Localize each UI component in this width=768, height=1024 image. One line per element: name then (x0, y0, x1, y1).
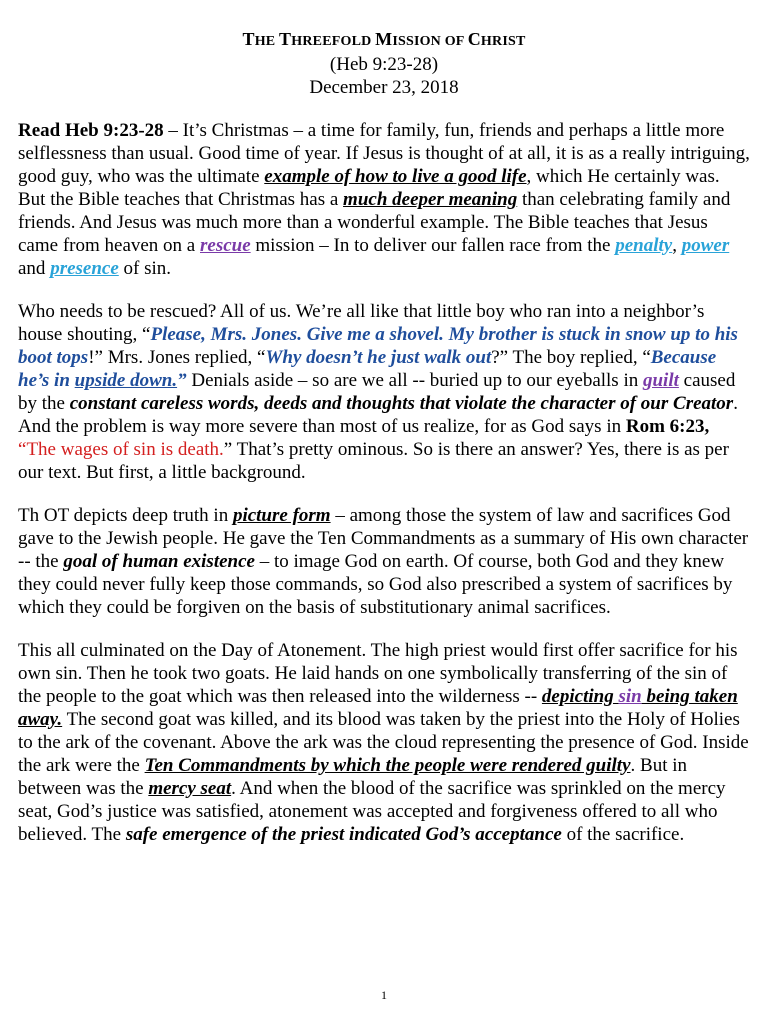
sermon-date: December 23, 2018 (309, 77, 459, 98)
page-number: 1 (381, 988, 387, 1002)
paragraph-day-of-atonement: This all culminated on the Day of Atonement. The high priest would first offer sacrifice for his own sin. Then he took two goats. He laid hands on one symbolically transferring of the sin of the people to the goat which was then released into the wilderness -- depicting sin being taken away. The second goat was killed, and its blood was taken by the priest into the Holy of Holies to the ark of the covenant. Above the ark was the cloud representing the presence of God. Inside the ark were the Ten Commandments by which the people were rendered guilty. But in between was the mercy seat. And when the blood of the sacrifice was sprinkled on the mercy seat, God’s justice was satisfied, atonement was accepted and forgiveness offered to all who believed. The safe emergence of the priest indicated God’s acceptance of the sacrifice. (18, 640, 749, 845)
scripture-reference: (Heb 9:23-28) (329, 54, 439, 75)
paragraph-old-testament: Th OT depicts deep truth in picture form – among those the system of law and sacrifices God gave to the Jewish people. He gave the Ten Commandments as a summary of His own character -- the goal of human existence – to image God on earth. Of course, both God and they knew they could never fully keep those commands, so God also prescribed a system of sacrifices by which they could be forgiven on the basis of substitutionary animal sacrifices. (18, 505, 749, 618)
document-header (18, 28, 750, 99)
document-title: THE THREEFOLD MISSION OF CHRIST (242, 29, 526, 49)
paragraph-rescue: Who needs to be rescued? All of us. We’re all like that little boy who ran into a neighbor’s house shouting, “Please, Mrs. Jones. Give me a shovel. My brother is stuck in snow up to his boot tops!” Mrs. Jones replied, “Why doesn’t he just walk out?” The boy replied, “Because he’s in upside down.” Denials aside – so are we all -- buried up to our eyeballs in guilt caused by the constant careless words, deeds and thoughts that violate the character of our Creator. And the problem is way more severe than most of us realize, for as God says in Rom 6:23, “The wages of sin is death.” That’s pretty ominous. So is there an answer? Yes, there is as per our text. But first, a little background. (18, 301, 738, 483)
paragraph-intro: Read Heb 9:23-28 – It’s Christmas – a time for family, fun, friends and perhaps a little more selflessness than usual. Good time of year. If Jesus is thought of at all, it is as a really intriguing, good guy, who was the ultimate example of how to live a good life, which He certainly was. But the Bible teaches that Christmas has a much deeper meaning than celebrating family and friends. And Jesus was much more than a wonderful example. The Bible teaches that Jesus came from heaven on a rescue mission – In to deliver our fallen race from the penalty, power and presence of sin. (18, 120, 750, 279)
